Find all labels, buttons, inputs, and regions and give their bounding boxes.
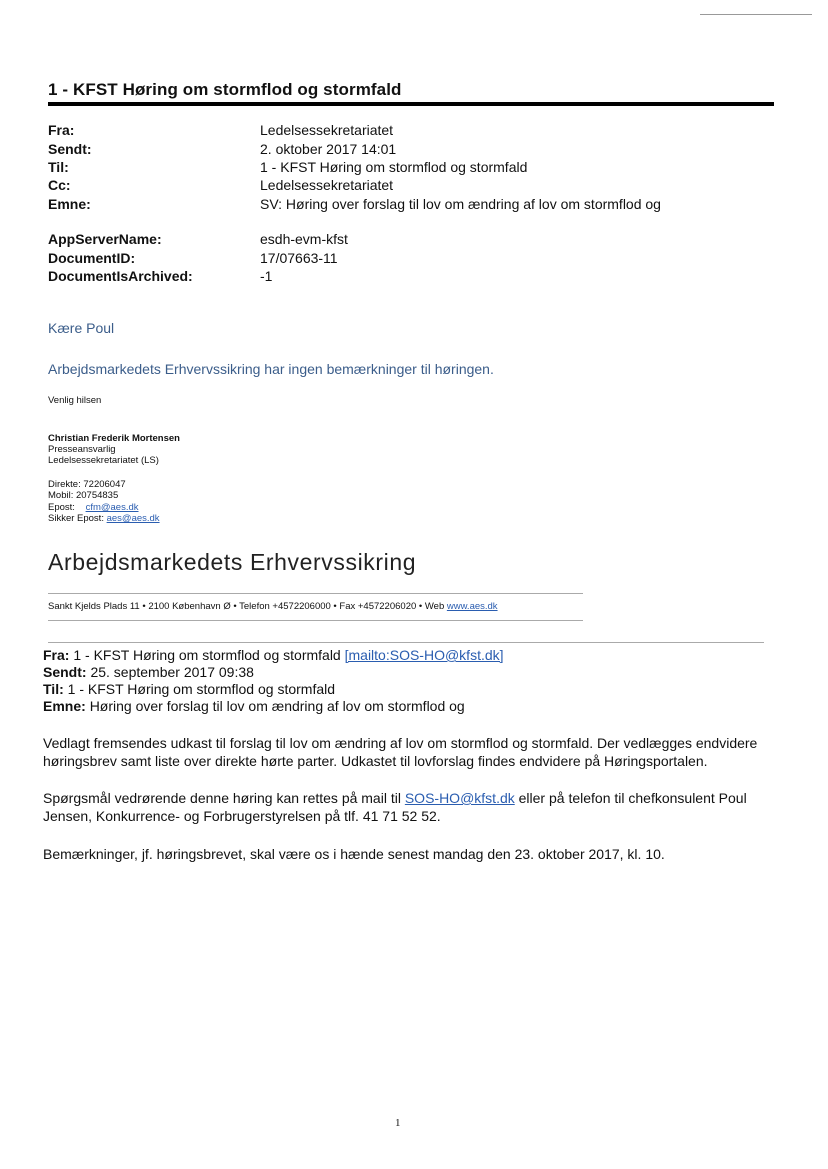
fwd-til-label: Til: — [43, 681, 64, 697]
fwd-sendt-row — [43, 664, 254, 680]
mobil-label: Mobil: — [48, 490, 74, 501]
sender-role: Presseansvarlig — [48, 444, 116, 455]
epost-row — [48, 502, 139, 513]
sendt-label: Sendt: — [48, 141, 92, 157]
company-logo-text: Arbejdsmarkedets Erhvervssikring — [48, 549, 417, 575]
body-p2-line1 — [43, 789, 773, 807]
fwd-til-value: 1 - KFST Høring om stormflod og stormfald — [67, 681, 336, 697]
reply-message: Arbejdsmarkedets Erhvervssikring har ingen bemærkninger til høringen. — [48, 361, 494, 377]
archived-label: DocumentIsArchived: — [48, 268, 193, 284]
fwd-fra-label: Fra: — [43, 647, 70, 663]
sikker-link[interactable]: aes@aes.dk — [106, 513, 160, 524]
til-value: 1 - KFST Høring om stormflod og stormfald — [260, 159, 528, 175]
address-text: Sankt Kjelds Plads 11 • 2100 København Ø • Telefon +4572206000 • Fax +4572206020 • Web — [48, 601, 445, 612]
body-paragraph-3: Bemærkninger, jf. høringsbrevet, skal være os i hænde senest mandag den 23. oktober 2017, kl. 10. — [43, 846, 665, 862]
page-title: 1 - KFST Høring om stormflod og stormfald — [48, 80, 402, 99]
cc-label: Cc: — [48, 177, 71, 193]
emne-value: SV: Høring over forslag til lov om ændring af lov om stormflod og — [260, 196, 661, 212]
docid-value: 17/07663-11 — [260, 250, 338, 266]
body-p1-line1: Vedlagt fremsendes udkast til forslag til lov om ændring af lov om stormflod og stormfald. Der vedlægges endvidere — [43, 735, 758, 751]
archived-value: -1 — [260, 268, 273, 284]
fra-label: Fra: — [48, 122, 75, 138]
body-p2-post: eller på telefon til chefkonsulent Poul — [518, 790, 747, 806]
address-rule-bottom — [48, 620, 583, 621]
fwd-til-row — [43, 681, 335, 697]
title-rule — [48, 102, 774, 106]
fwd-emne-value: Høring over forslag til lov om ændring af lov om stormflod og — [89, 698, 465, 714]
web-link[interactable]: www.aes.dk — [446, 601, 498, 612]
page-number: 1 — [395, 1117, 401, 1129]
body-paragraph-2 — [43, 789, 773, 825]
top-rule — [700, 14, 812, 15]
sos-ho-email-link[interactable]: SOS-HO@kfst.dk — [404, 790, 515, 806]
appserver-value: esdh-evm-kfst — [260, 231, 348, 247]
sendt-value: 2. oktober 2017 14:01 — [260, 141, 397, 157]
fwd-emne-label: Emne: — [43, 698, 86, 714]
til-label: Til: — [48, 159, 69, 175]
mobil-row — [48, 490, 118, 501]
mobil-value: 20754835 — [75, 490, 119, 501]
fra-value: Ledelsessekretariatet — [260, 122, 394, 138]
address-rule-top — [48, 593, 583, 594]
body-p1-line2: høringsbrev samt liste over direkte hørte parter. Udkastet til lovforslag findes endvidere på Høringsportalen. — [43, 753, 708, 769]
sender-name: Christian Frederik Mortensen — [48, 433, 180, 444]
fwd-emne-row — [43, 698, 465, 714]
fwd-fra-value: 1 - KFST Høring om stormflod og stormfald — [73, 647, 341, 663]
direkte-row — [48, 479, 126, 490]
closing: Venlig hilsen — [48, 395, 102, 406]
address-line — [48, 601, 498, 612]
direkte-value: 72206047 — [83, 479, 126, 490]
emne-label: Emne: — [48, 196, 91, 212]
docid-label: DocumentID: — [48, 250, 136, 266]
fwd-fra-row — [43, 647, 504, 663]
epost-label: Epost: — [48, 502, 75, 513]
cc-value: Ledelsessekretariatet — [260, 177, 394, 193]
greeting: Kære Poul — [48, 320, 115, 336]
body-p2-pre: Spørgsmål vedrørende denne høring kan rettes på mail til — [43, 790, 401, 806]
fwd-sendt-label: Sendt: — [43, 664, 87, 680]
sender-dept: Ledelsessekretariatet (LS) — [48, 455, 159, 466]
fwd-mailto-link[interactable]: [mailto:SOS-HO@kfst.dk] — [344, 647, 504, 663]
appserver-label: AppServerName: — [48, 231, 162, 247]
fwd-sendt-value: 25. september 2017 09:38 — [90, 664, 254, 680]
epost-link[interactable]: cfm@aes.dk — [85, 502, 139, 513]
body-paragraph-1 — [43, 734, 773, 770]
direkte-label: Direkte: — [48, 479, 81, 490]
forward-separator — [48, 642, 764, 643]
sikker-label: Sikker Epost: — [48, 513, 104, 524]
sikker-row — [48, 513, 160, 524]
body-p2-line2: Jensen, Konkurrence- og Forbrugerstyrelsen på tlf. 41 71 52 52. — [43, 808, 441, 824]
